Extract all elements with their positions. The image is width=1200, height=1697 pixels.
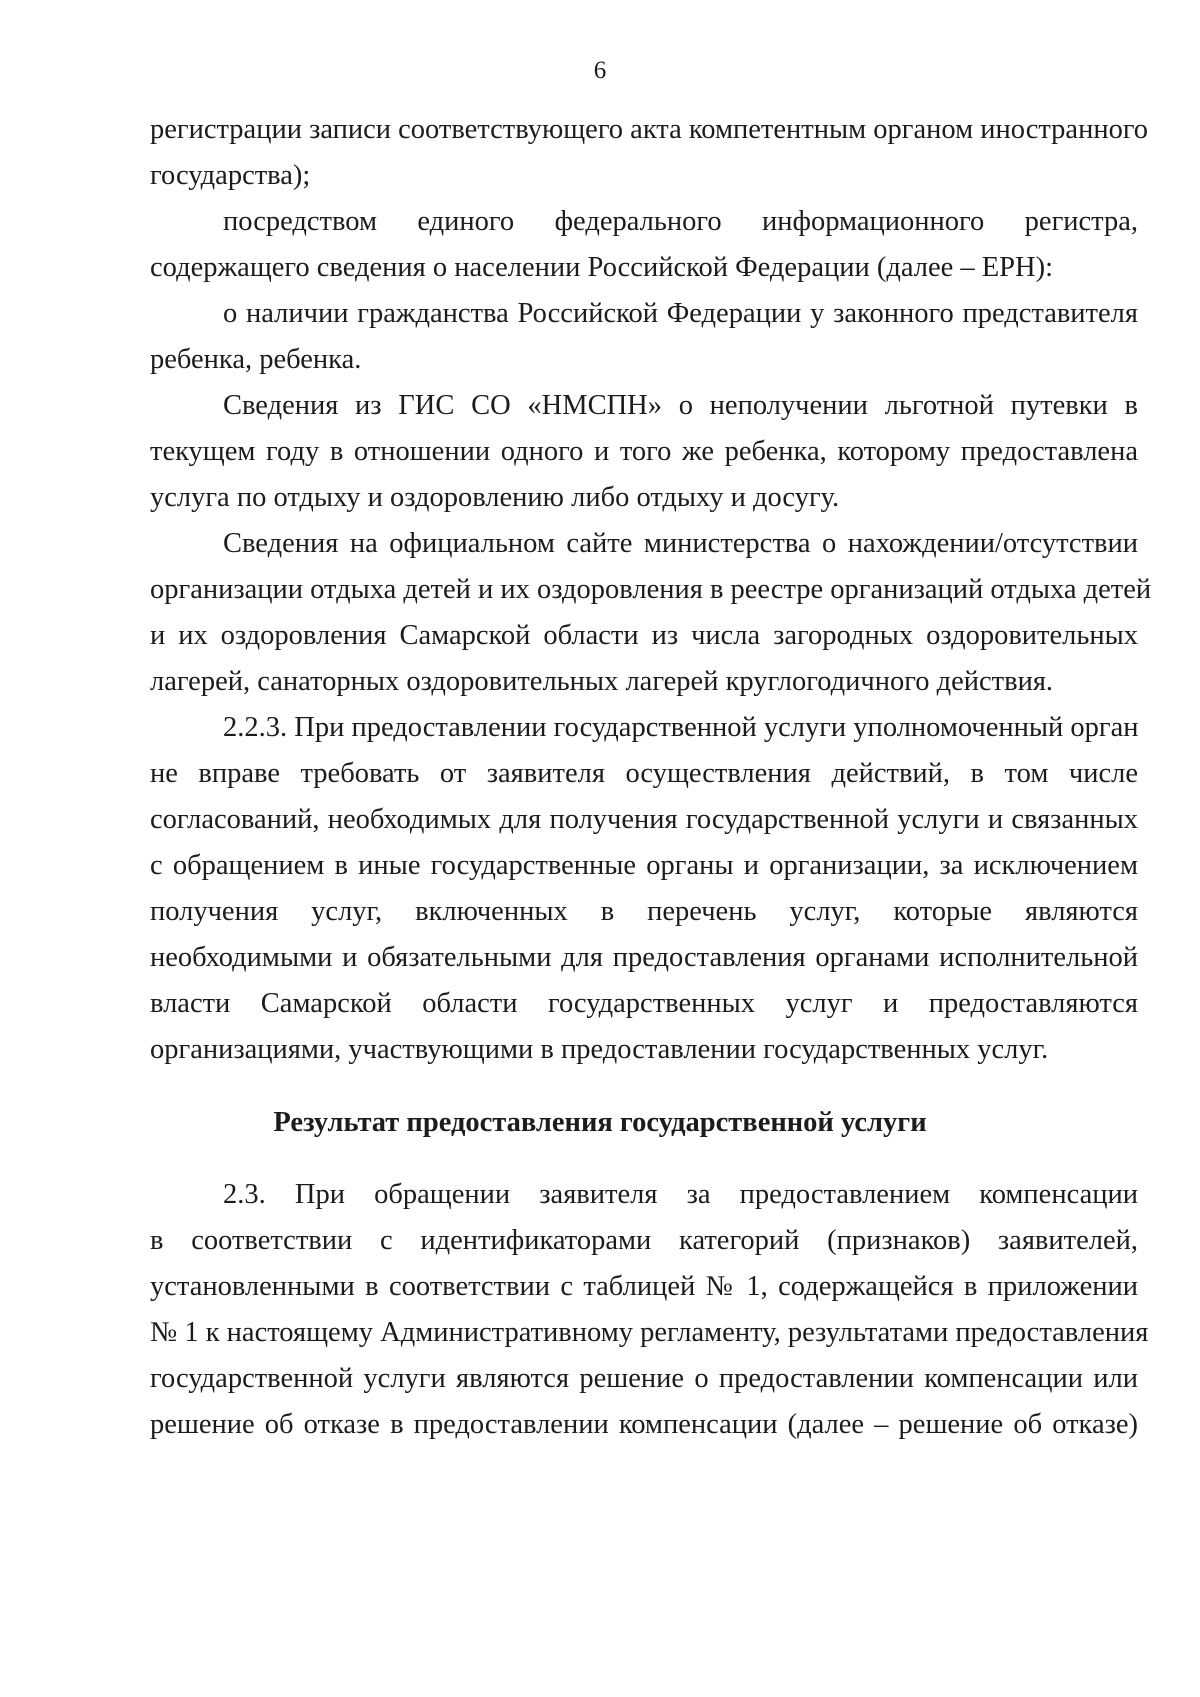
text-line: не вправе требовать от заявителя осуществления действий, в том числе [150, 758, 1138, 789]
section-heading: Результат предоставления государственной услуги [273, 1107, 927, 1138]
text-line: 2.2.3. При предоставлении государственной услуги уполномоченный орган [223, 712, 1139, 743]
text-line: с обращением в иные государственные органы и организации, за исключением [150, 850, 1138, 881]
text-line: организации отдыха детей и их оздоровления в реестре организаций отдыха детей [150, 574, 1152, 605]
text-line: лагерей, санаторных оздоровительных лагерей круглогодичного действия. [150, 666, 1054, 697]
text-line: государственной услуги являются решение о предоставлении компенсации или [150, 1363, 1138, 1394]
text-line: получения услуг, включенных в перечень услуг, которые являются [150, 896, 1138, 927]
text-line: согласований, необходимых для получения государственной услуги и связанных [150, 804, 1138, 835]
text-line: ребенка, ребенка. [150, 344, 362, 375]
text-line: организациями, участвующими в предоставлении государственных услуг. [150, 1034, 1049, 1065]
text-line: 2.3. При обращении заявителя за предоставлением компенсации [223, 1179, 1138, 1210]
text-line: государства); [150, 160, 311, 191]
text-line: и их оздоровления Самарской области из числа загородных оздоровительных [150, 620, 1138, 651]
text-line: Сведения из ГИС СО «НМСПН» о неполучении льготной путевки в [223, 390, 1138, 421]
text-line: Сведения на официальном сайте министерства о нахождении/отсутствии [223, 528, 1138, 559]
text-line: посредством единого федерального информационного регистра, [223, 206, 1138, 237]
text-line: услуга по отдыху и оздоровлению либо отдыху и досугу. [150, 482, 840, 513]
text-line: содержащего сведения о населении Российской Федерации (далее – ЕРН): [150, 252, 1054, 283]
page-number: 6 [593, 57, 607, 84]
text-line: о наличии гражданства Российской Федерации у законного представителя [223, 298, 1138, 329]
text-line: решение об отказе в предоставлении компенсации (далее – решение об отказе) [150, 1409, 1138, 1440]
text-line: № 1 к настоящему Административному регламенту, результатами предоставления [150, 1317, 1149, 1348]
text-line: в соответствии с идентификаторами категорий (признаков) заявителей, [150, 1225, 1138, 1256]
text-line: регистрации записи соответствующего акта компетентным органом иностранного [150, 114, 1149, 145]
text-line: необходимыми и обязательными для предоставления органами исполнительной [150, 942, 1138, 973]
text-line: власти Самарской области государственных услуг и предоставляются [150, 988, 1138, 1019]
text-line: установленными в соответствии с таблицей № 1, содержащейся в приложении [150, 1271, 1138, 1302]
text-line: текущем году в отношении одного и того же ребенка, которому предоставлена [150, 436, 1138, 467]
